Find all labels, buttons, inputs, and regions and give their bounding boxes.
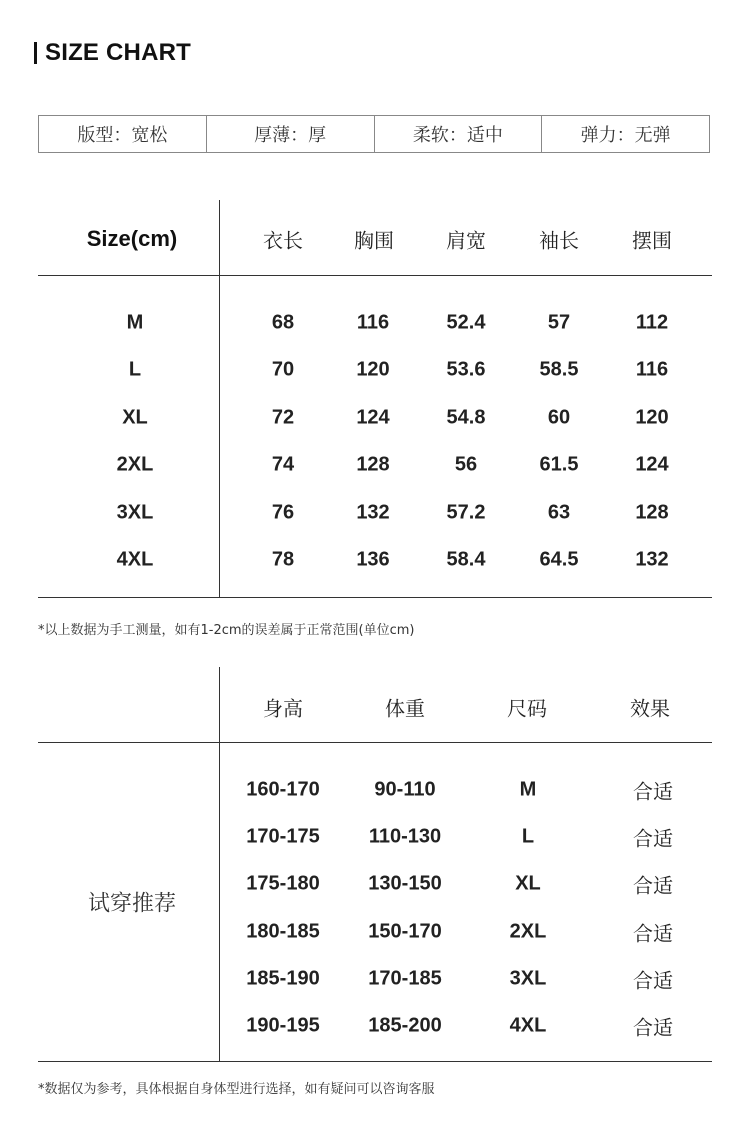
value-cell: 72 bbox=[271, 406, 295, 429]
effect-cell: 合适 bbox=[633, 921, 673, 946]
size-table-header-shoulder: 肩宽 bbox=[446, 228, 486, 253]
size-cell: 4XL bbox=[116, 548, 154, 571]
attribute-fit: 版型：宽松 bbox=[39, 116, 207, 152]
value-cell: 64.5 bbox=[539, 548, 579, 571]
value-cell: 57 bbox=[547, 311, 571, 334]
reference-note: *数据仅为参考，具体根据自身体型进行选择，如有疑问可以咨询客服 bbox=[38, 1082, 435, 1097]
attribute-softness: 柔软：适中 bbox=[375, 116, 543, 152]
value-cell: 120 bbox=[635, 406, 669, 429]
attribute-elasticity: 弹力：无弹 bbox=[580, 125, 671, 146]
height-cell: 190-195 bbox=[246, 1014, 320, 1037]
value-cell: 132 bbox=[356, 501, 390, 524]
height-cell: 160-170 bbox=[246, 778, 320, 801]
measurement-note: *以上数据为手工测量，如有1-2cm的误差属于正常范围(单位cm) bbox=[38, 623, 415, 638]
attribute-strip bbox=[38, 115, 710, 153]
effect-cell: 合适 bbox=[633, 873, 673, 898]
weight-cell: 110-130 bbox=[368, 825, 442, 848]
size-cell: M bbox=[126, 311, 144, 334]
size-table-header-length: 衣长 bbox=[263, 228, 303, 253]
size-cell: L bbox=[521, 825, 535, 848]
value-cell: 58.4 bbox=[446, 548, 486, 571]
value-cell: 136 bbox=[356, 548, 390, 571]
weight-cell: 130-150 bbox=[368, 872, 442, 895]
value-cell: 68 bbox=[271, 311, 295, 334]
size-table-header-chest: 胸围 bbox=[354, 228, 394, 253]
value-cell: 53.6 bbox=[446, 358, 486, 381]
value-cell: 61.5 bbox=[539, 453, 579, 476]
value-cell: 128 bbox=[356, 453, 390, 476]
size-cell: M bbox=[519, 778, 537, 801]
size-table-bottom-rule bbox=[38, 597, 712, 598]
height-cell: 170-175 bbox=[246, 825, 320, 848]
size-cell: XL bbox=[515, 872, 541, 895]
value-cell: 52.4 bbox=[446, 311, 486, 334]
size-cell: 2XL bbox=[509, 920, 547, 943]
height-cell: 175-180 bbox=[246, 872, 320, 895]
effect-cell: 合适 bbox=[633, 826, 673, 851]
weight-cell: 150-170 bbox=[368, 920, 442, 943]
value-cell: 112 bbox=[635, 311, 669, 334]
size-table-header-sleeve: 袖长 bbox=[539, 228, 579, 253]
value-cell: 128 bbox=[635, 501, 669, 524]
size-table-divider-vertical bbox=[219, 200, 220, 597]
weight-cell: 90-110 bbox=[374, 778, 436, 801]
size-table-header-rule bbox=[38, 275, 712, 276]
value-cell: 54.8 bbox=[446, 406, 486, 429]
value-cell: 124 bbox=[635, 453, 669, 476]
value-cell: 78 bbox=[271, 548, 295, 571]
size-cell: 3XL bbox=[509, 967, 547, 990]
page-title-text: SIZE CHART bbox=[45, 39, 191, 66]
value-cell: 132 bbox=[635, 548, 669, 571]
value-cell: 116 bbox=[356, 311, 390, 334]
value-cell: 76 bbox=[271, 501, 295, 524]
fit-table-header-size: 尺码 bbox=[507, 696, 547, 721]
size-cell: 4XL bbox=[509, 1014, 547, 1037]
attribute-thickness: 厚薄：厚 bbox=[207, 116, 375, 152]
size-table-header-size: Size(cm) bbox=[86, 226, 178, 251]
value-cell: 120 bbox=[356, 358, 390, 381]
effect-cell: 合适 bbox=[633, 779, 673, 804]
size-cell: 2XL bbox=[116, 453, 154, 476]
fit-table-header-weight: 体重 bbox=[385, 696, 425, 721]
height-cell: 185-190 bbox=[246, 967, 320, 990]
effect-cell: 合适 bbox=[633, 1015, 673, 1040]
size-cell: 3XL bbox=[116, 501, 154, 524]
weight-cell: 170-185 bbox=[368, 967, 442, 990]
fit-table-side-label: 试穿推荐 bbox=[87, 891, 177, 917]
value-cell: 70 bbox=[271, 358, 295, 381]
value-cell: 58.5 bbox=[539, 358, 579, 381]
fit-table-header-effect: 效果 bbox=[630, 696, 670, 721]
weight-cell: 185-200 bbox=[368, 1014, 442, 1037]
page-title bbox=[34, 38, 191, 68]
fit-table-header-rule bbox=[38, 742, 712, 743]
value-cell: 63 bbox=[547, 501, 571, 524]
value-cell: 57.2 bbox=[446, 501, 486, 524]
size-cell: XL bbox=[122, 406, 148, 429]
size-cell: L bbox=[128, 358, 142, 381]
effect-cell: 合适 bbox=[633, 968, 673, 993]
value-cell: 116 bbox=[635, 358, 669, 381]
height-cell: 180-185 bbox=[246, 920, 320, 943]
fit-table-bottom-rule bbox=[38, 1061, 712, 1062]
size-table-header-hem: 摆围 bbox=[632, 228, 672, 253]
title-bar bbox=[34, 42, 37, 64]
fit-table-divider-vertical bbox=[219, 667, 220, 1061]
value-cell: 124 bbox=[356, 406, 390, 429]
value-cell: 56 bbox=[454, 453, 478, 476]
value-cell: 74 bbox=[271, 453, 295, 476]
fit-table-header-height: 身高 bbox=[263, 696, 303, 721]
value-cell: 60 bbox=[547, 406, 571, 429]
